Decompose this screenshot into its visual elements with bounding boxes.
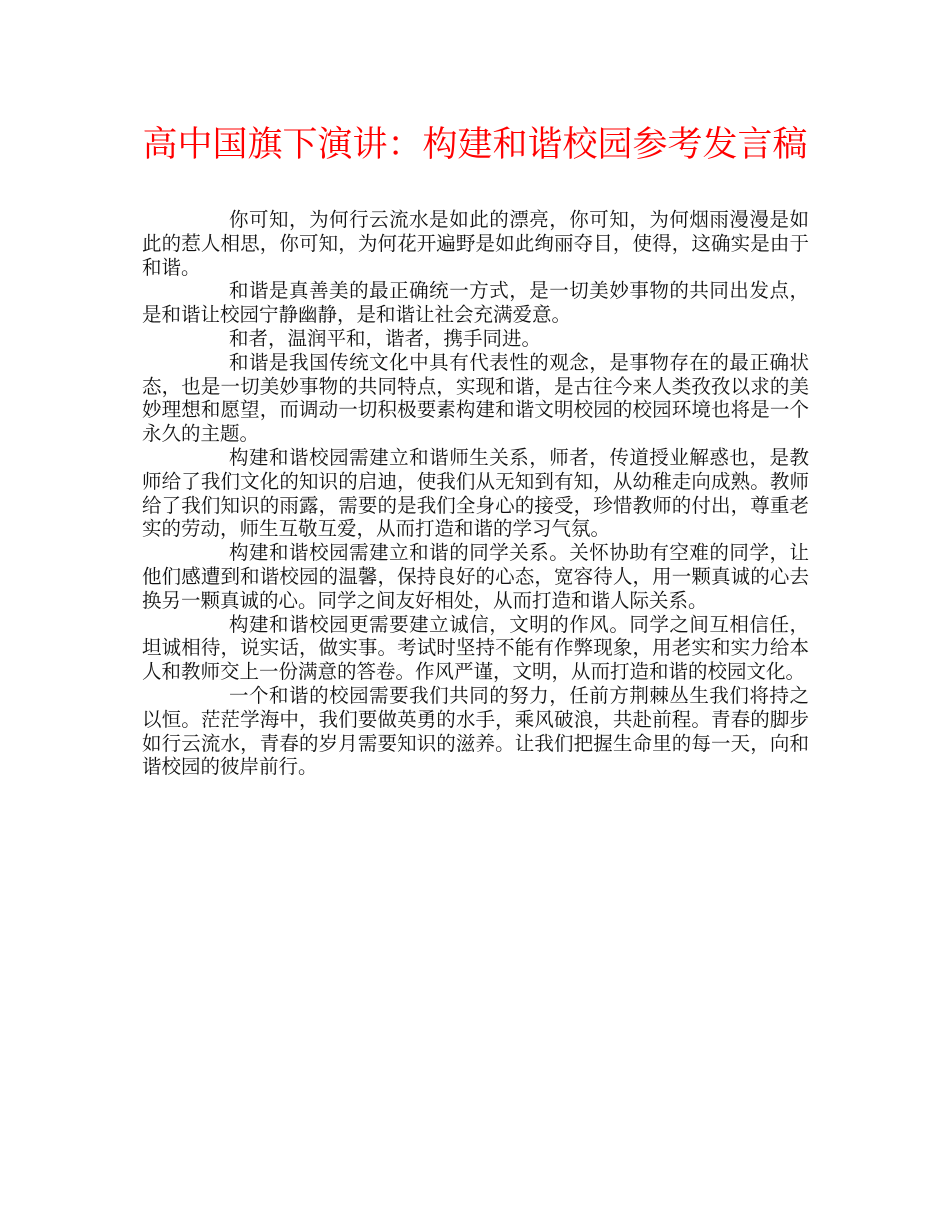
paragraph-6: 构建和谐校园需建立和谐的同学关系。关怀协助有空难的同学，让他们感遭到和谐校园的温馨，保持良好的心态，宽容待人，用一颗真诚的心去换另一颗真诚的心。同学之间友好相处，从而打造和谐人际关系。 [142, 541, 809, 612]
paragraph-2: 和谐是真善美的最正确统一方式，是一切美妙事物的共同出发点，是和谐让校园宁静幽静，是和谐让社会充满爱意。 [142, 279, 809, 327]
paragraph-5: 构建和谐校园需建立和谐师生关系，师者，传道授业解惑也，是教师给了我们文化的知识的启迪，使我们从无知到有知，从幼稚走向成熟。教师给了我们知识的雨露，需要的是我们全身心的接受，珍惜教师的付出，尊重老实的劳动，师生互敬互爱，从而打造和谐的学习气氛。 [142, 445, 809, 541]
paragraph-4: 和谐是我国传统文化中具有代表性的观念，是事物存在的最正确状态，也是一切美妙事物的共同特点，实现和谐，是古往今来人类孜孜以求的美妙理想和愿望，而调动一切积极要素构建和谐文明校园的校园环境也将是一个永久的主题。 [142, 350, 809, 446]
document-body [142, 208, 809, 779]
paragraph-3: 和者，温润平和，谐者，携手同进。 [229, 326, 542, 350]
paragraph-7: 构建和谐校园更需要建立诚信，文明的作风。同学之间互相信任，坦诚相待，说实话，做实事。考试时坚持不能有作弊现象，用老实和实力给本人和教师交上一份满意的答卷。作风严谨，文明，从而打造和谐的校园文化。 [142, 612, 809, 684]
paragraph-8: 一个和谐的校园需要我们共同的努力，任前方荆棘丛生我们将持之以恒。茫茫学海中，我们要做英勇的水手，乘风破浪，共赴前程。青春的脚步如行云流水，青春的岁月需要知识的滋养。让我们把握生命里的每一天，向和谐校园的彼岸前行。 [142, 683, 809, 779]
paragraph-1: 你可知，为何行云流水是如此的漂亮，你可知，为何烟雨漫漫是如此的惹人相思，你可知，为何花开遍野是如此绚丽夺目，使得，这确实是由于和谐。 [142, 208, 809, 279]
document-title: 高中国旗下演讲：构建和谐校园参考发言稿 [142, 125, 808, 165]
